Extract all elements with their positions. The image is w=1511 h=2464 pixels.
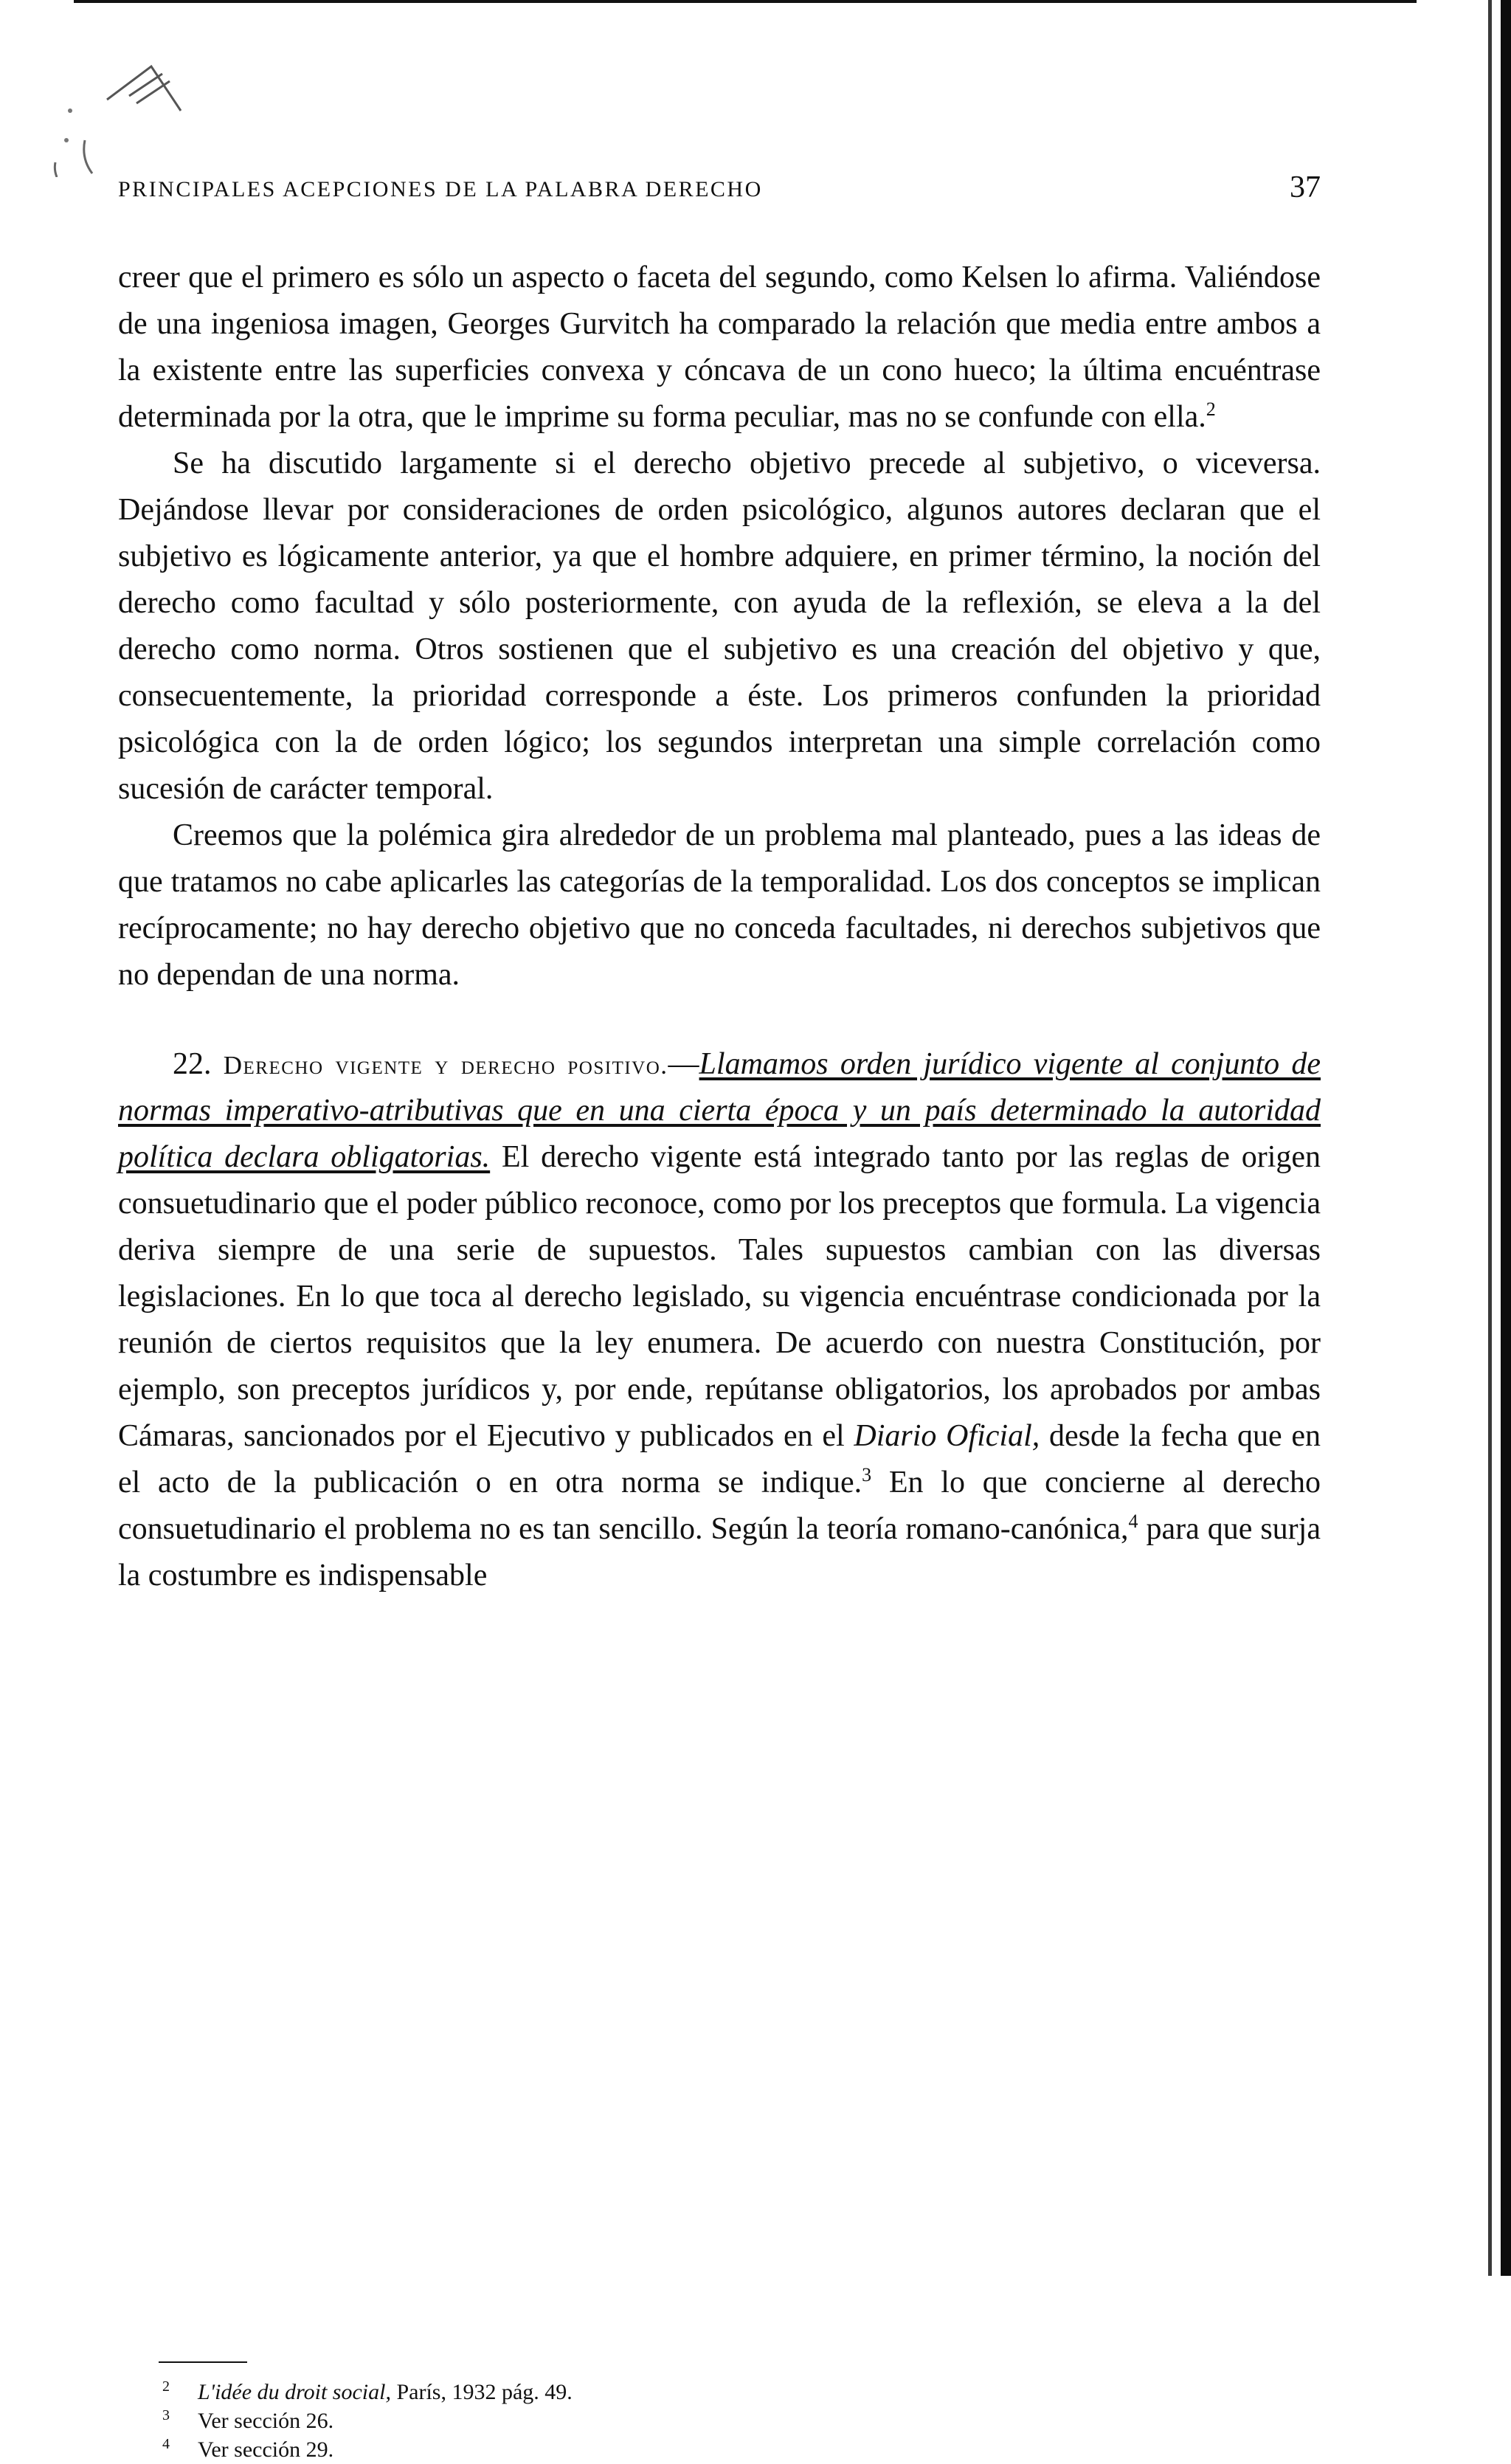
footnote-rest: Ver sección 29.	[198, 2437, 334, 2462]
section-number: 22.	[173, 1047, 212, 1081]
scan-edge-line	[1488, 0, 1492, 2276]
footnote-rule	[159, 2361, 247, 2363]
page-number: 37	[1290, 170, 1321, 204]
footnotes	[162, 2378, 573, 2464]
section-dash: —	[668, 1047, 699, 1081]
footnote-rest: Ver sección 26.	[198, 2409, 334, 2433]
section-22	[118, 1041, 1321, 1599]
footnote-2: 2 L'idée du droit social, París, 1932 pág. 49.	[162, 2378, 573, 2404]
page-header	[118, 170, 1321, 214]
section-text-4: para que surja la costumbre es indispensable	[118, 1512, 1321, 1592]
section-text-3: En lo que concierne al derecho consuetudinario el problema no es tan sencillo. Según la teoría romano-canónica,	[118, 1466, 1321, 1546]
paragraph-1-text: creer que el primero es sólo un aspecto o faceta del segundo, como Kelsen lo afirma. Valiéndose de una ingeniosa imagen, Georges Gurvitch ha comparado la relación que media entre ambos a la existente entre las superficies convexa y cóncava de un cono hueco; la última encuéntrase determinada por la otra, que le imprime su forma peculiar, mas no se confunde con ella.	[118, 260, 1321, 434]
footnote-3: 3 Ver sección 26.	[162, 2407, 334, 2433]
definition: Llamamos orden jurídico vigente al conjunto de normas imperativo-atributivas que en una cierta época y un país determinado la autoridad política declara obligatorias.	[118, 1047, 1321, 1174]
paragraph-3: Creemos que la polémica gira alrededor de un problema mal planteado, pues a las ideas de que tratamos no cabe aplicarles las categorías de la temporalidad. Los dos conceptos se implican recíprocamente; no hay derecho objetivo que no conceda facultades, ni derechos subjetivos que no dependan de una norma.	[118, 818, 1321, 992]
note-ref-4: 4	[1128, 1511, 1138, 1532]
top-edge-rule	[74, 0, 1417, 3]
body-text	[118, 255, 1321, 1599]
running-title: PRINCIPALES ACEPCIONES DE LA PALABRA DERECHO	[118, 177, 763, 201]
section-text-2: desde la fecha que en el acto de la publicación o en otra norma se indique.	[118, 1419, 1321, 1500]
paragraph-1	[118, 255, 1321, 441]
pencil-scribble-mark	[41, 30, 247, 177]
note-ref-3: 3	[862, 1464, 872, 1485]
paragraph-2: Se ha discutido largamente si el derecho objetivo precede al subjetivo, o viceversa. Dejándose llevar por consideraciones de orden psicológico, algunos autores declaran que el subjetivo es lógicamente anterior, ya que el hombre adquiere, en primer término, la noción del derecho como facultad y sólo posteriormente, con ayuda de la reflexión, se eleva a la del derecho como norma. Otros sostienen que el subjetivo es una creación del objetivo y que, consecuentemente, la prioridad corresponde a éste. Los primeros confunden la prioridad psicológica con la de orden lógico; los segundos interpretan una simple correlación como sucesión de carácter temporal.	[118, 446, 1321, 806]
section-text-1: El derecho vigente está integrado tanto por las reglas de origen consuetudinario que el poder público reconoce, como por los preceptos que formula. La vigencia deriva siempre de una serie de supuestos. Tales supuestos cambian con las diversas legislaciones. En lo que toca al derecho legislado, su vigencia encuéntrase condicionada por la reunión de ciertos requisitos que la ley enumera. De acuerdo con nuestra Constitución, por ejemplo, son preceptos jurídicos y, por ende, repútanse obligatorios, los aprobados por ambas Cámaras, sancionados por el Ejecutivo y publicados en el	[118, 1140, 1321, 1453]
footnote-rest: París, 1932 pág. 49.	[390, 2380, 573, 2404]
diario-oficial: Diario Oficial,	[854, 1419, 1040, 1453]
footnote-4: 4 Ver sección 29.	[162, 2436, 334, 2462]
section-title: Derecho vigente y derecho positivo.	[223, 1051, 668, 1080]
note-ref-2: 2	[1206, 398, 1216, 420]
scan-edge-shadow	[1501, 0, 1511, 2276]
footnote-title: L'idée du droit social,	[198, 2380, 391, 2404]
